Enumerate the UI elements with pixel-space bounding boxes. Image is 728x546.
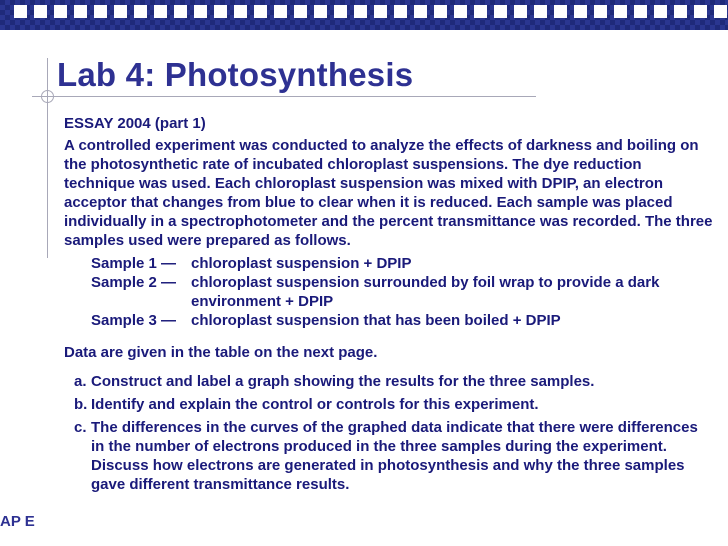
- bar-square: [714, 5, 727, 18]
- crosshair-circle-icon: [41, 90, 54, 103]
- bar-square: [134, 5, 147, 18]
- bar-square: [494, 5, 507, 18]
- bar-square: [694, 5, 707, 18]
- slide-title: Lab 4: Photosynthesis: [57, 56, 414, 93]
- bar-square: [574, 5, 587, 18]
- bar-square: [94, 5, 107, 18]
- bar-square: [374, 5, 387, 18]
- bar-square: [214, 5, 227, 18]
- bar-square: [354, 5, 367, 18]
- bar-square: [454, 5, 467, 18]
- header-decorative-bar: [0, 0, 728, 30]
- bar-square: [54, 5, 67, 18]
- footer-label: AP E: [0, 513, 35, 530]
- bar-square: [314, 5, 327, 18]
- sample-description: chloroplast suspension that has been boiled + DPIP: [191, 312, 561, 329]
- bar-square: [154, 5, 167, 18]
- bar-square: [74, 5, 87, 18]
- bar-square: [434, 5, 447, 18]
- essay-heading: ESSAY 2004 (part 1): [64, 115, 206, 132]
- bar-square: [554, 5, 567, 18]
- question-item: [74, 418, 714, 494]
- bar-square: [174, 5, 187, 18]
- bar-square: [34, 5, 47, 18]
- question-text: The differences in the curves of the graphed data indicate that there were differences in the number of electrons produced in the three samples during the experiment. Discuss how electrons are generated in photosynthesis and why the three samples gave different transmittance results.: [91, 419, 698, 493]
- decorative-vertical-line: [47, 58, 48, 258]
- bar-square: [594, 5, 607, 18]
- bar-square: [254, 5, 267, 18]
- bar-square: [654, 5, 667, 18]
- bar-square: [114, 5, 127, 18]
- decorative-horizontal-line: [32, 96, 536, 97]
- questions-list: [74, 372, 714, 494]
- sample-row: [91, 254, 714, 273]
- question-letter: c.: [74, 419, 87, 436]
- question-text: Construct and label a graph showing the results for the three samples.: [91, 373, 595, 390]
- bar-square: [234, 5, 247, 18]
- sample-row: [91, 273, 714, 311]
- question-letter: a.: [74, 373, 87, 390]
- bar-square: [534, 5, 547, 18]
- sample-description: chloroplast suspension + DPIP: [191, 255, 412, 272]
- samples-list: [91, 254, 714, 330]
- bar-square: [294, 5, 307, 18]
- bar-square: [514, 5, 527, 18]
- bar-square: [334, 5, 347, 18]
- bar-square: [634, 5, 647, 18]
- question-item: [74, 372, 714, 391]
- question-item: [74, 395, 714, 414]
- question-text: Identify and explain the control or controls for this experiment.: [91, 396, 539, 413]
- bar-square: [674, 5, 687, 18]
- slide-body: [64, 114, 714, 498]
- sample-label: Sample 2 —: [91, 274, 177, 291]
- data-note: Data are given in the table on the next page.: [64, 344, 378, 361]
- question-letter: b.: [74, 396, 88, 413]
- sample-label: Sample 1 —: [91, 255, 177, 272]
- bar-square: [474, 5, 487, 18]
- bar-square: [394, 5, 407, 18]
- bar-square: [614, 5, 627, 18]
- bar-square: [14, 5, 27, 18]
- intro-paragraph: A controlled experiment was conducted to analyze the effects of darkness and boiling on the photosynthetic rate of incubated chloroplast suspensions. The dye reduction technique was used. Each chloroplast suspension was mixed with DPIP, an electron acceptor that changes from blue to clear when it is reduced. Each sample was placed individually in a spectrophotometer and the percent transmittance was recorded. The three samples used were prepared as follows.: [64, 137, 713, 249]
- bar-square: [274, 5, 287, 18]
- sample-label: Sample 3 —: [91, 312, 177, 329]
- bar-square: [194, 5, 207, 18]
- bar-square: [414, 5, 427, 18]
- sample-row: [91, 311, 714, 330]
- sample-description: chloroplast suspension surrounded by foil wrap to provide a dark environment + DPIP: [191, 274, 660, 310]
